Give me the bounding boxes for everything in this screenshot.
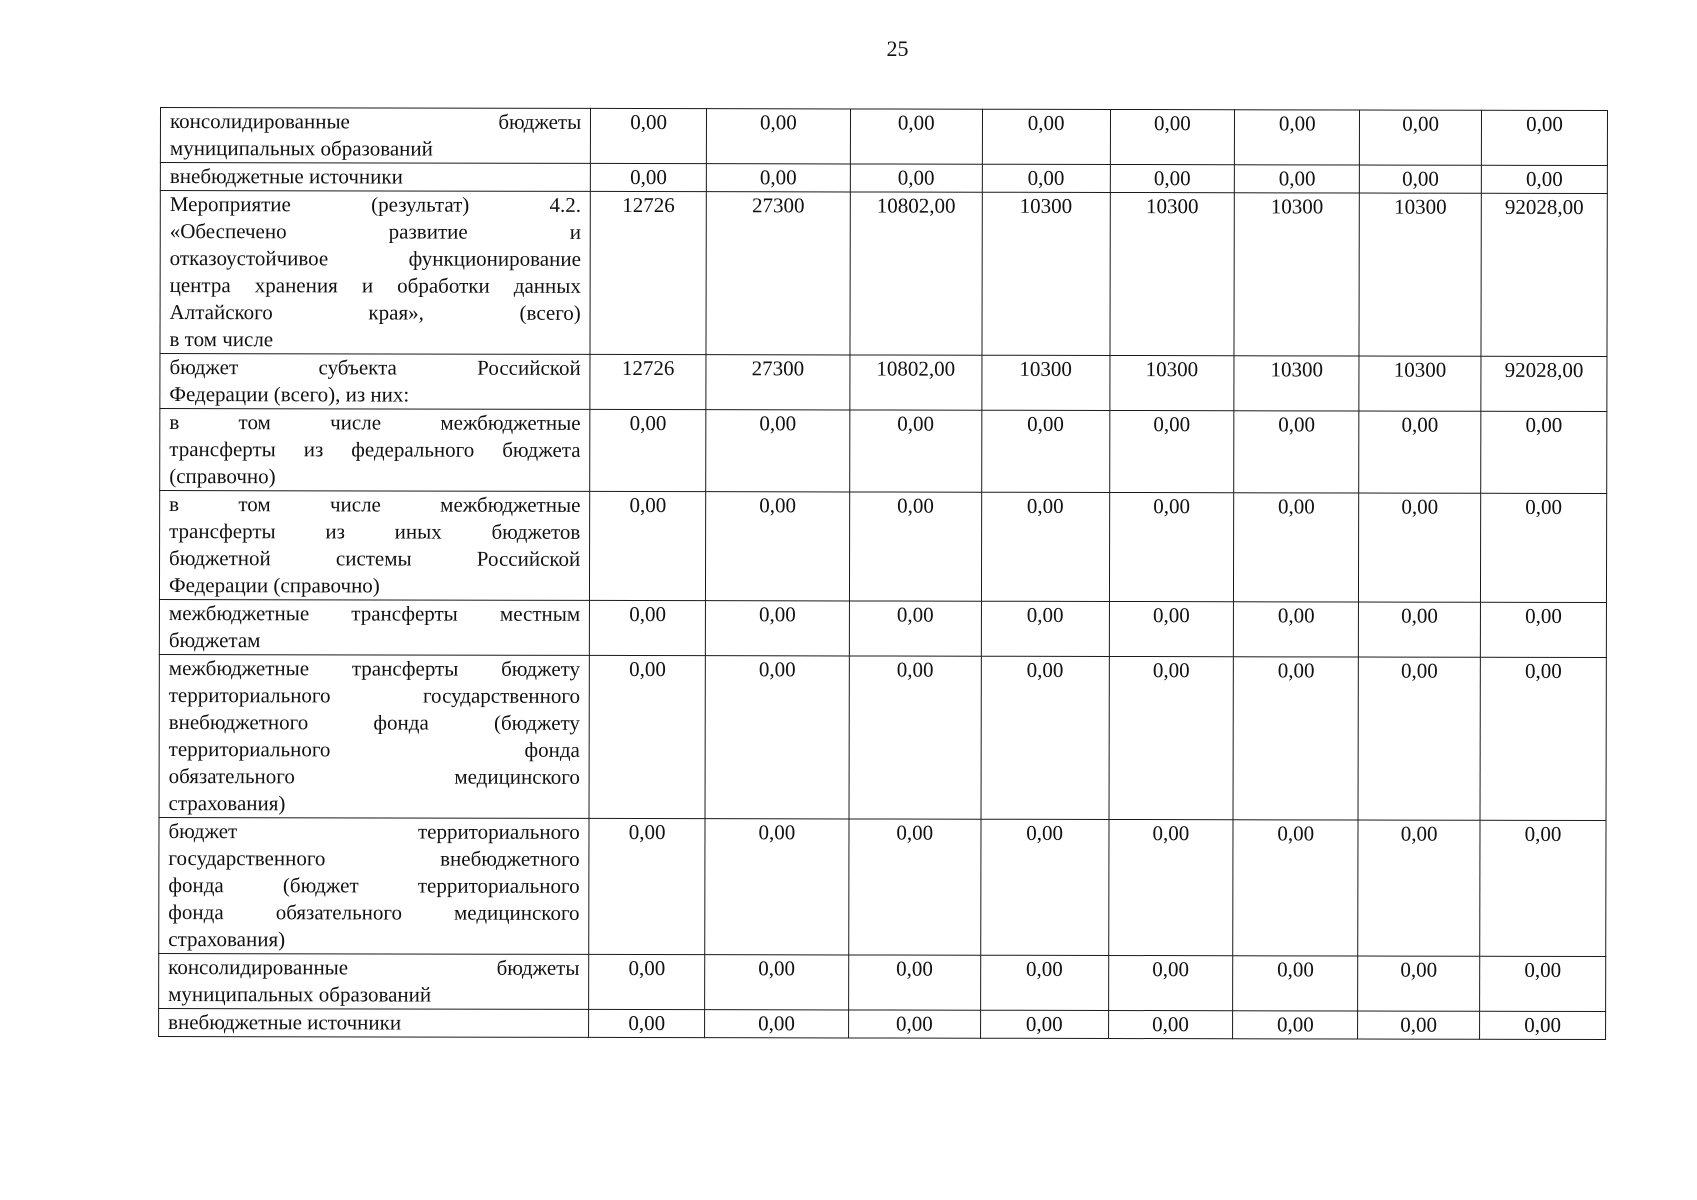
value-cell: 0,00 <box>1108 1010 1233 1038</box>
description-line: Федерации (всего), из них: <box>169 382 410 407</box>
value-cell: 10300 <box>1359 356 1481 411</box>
value-cell: 0,00 <box>1480 657 1606 820</box>
value-cell: 0,00 <box>705 955 849 1010</box>
row-description <box>159 953 589 1009</box>
value-cell: 0,00 <box>1480 956 1606 1011</box>
row-description <box>160 409 590 492</box>
description-line: межбюджетные трансферты местным <box>168 601 581 626</box>
description-line: муниципальных образований <box>169 136 433 161</box>
value-cell: 10300 <box>1234 356 1359 411</box>
value-cell: 0,00 <box>1358 1011 1480 1039</box>
value-cell: 0,00 <box>1234 411 1359 493</box>
value-cell: 92028,00 <box>1481 193 1607 356</box>
value-cell: 0,00 <box>849 601 981 656</box>
value-cell: 0,00 <box>590 409 706 491</box>
value-cell: 0,00 <box>1233 1011 1358 1039</box>
description-line: Алтайского края», (всего) <box>169 300 581 325</box>
value-cell: 0,00 <box>1480 602 1606 657</box>
value-cell: 10300 <box>1359 193 1481 356</box>
value-cell: 0,00 <box>589 655 705 818</box>
table-row <box>159 1008 1606 1039</box>
table-row <box>160 163 1607 194</box>
value-cell: 0,00 <box>980 955 1108 1010</box>
value-cell: 0,00 <box>1235 165 1360 193</box>
value-cell: 0,00 <box>850 410 982 492</box>
value-cell: 0,00 <box>1359 493 1481 602</box>
value-cell: 10300 <box>982 192 1110 355</box>
description-line: территориального государственного <box>168 683 581 708</box>
value-cell: 0,00 <box>1110 164 1235 192</box>
table-row <box>159 599 1606 657</box>
description-line: муниципальных образований <box>168 982 432 1007</box>
table-row <box>160 191 1607 357</box>
row-description <box>160 163 590 192</box>
description-line: Федерации (справочно) <box>168 573 380 598</box>
value-cell: 0,00 <box>589 1009 705 1037</box>
value-cell: 0,00 <box>589 954 705 1009</box>
row-description <box>160 191 591 355</box>
row-description <box>159 491 589 601</box>
description-line: (справочно) <box>169 464 276 489</box>
value-cell: 0,00 <box>1110 109 1235 164</box>
value-cell: 27300 <box>706 355 850 410</box>
value-cell: 10300 <box>1110 192 1235 355</box>
value-cell: 0,00 <box>1234 602 1359 657</box>
value-cell: 0,00 <box>1360 110 1482 165</box>
description-line: трансферты из федерального бюджета <box>169 437 581 462</box>
page-number: 25 <box>886 36 909 61</box>
table-row <box>160 354 1607 412</box>
value-cell: 0,00 <box>705 819 849 955</box>
value-cell: 0,00 <box>1481 411 1607 493</box>
value-cell: 0,00 <box>1109 656 1234 819</box>
value-cell: 0,00 <box>1358 956 1480 1011</box>
value-cell: 12726 <box>590 191 706 354</box>
table-row <box>160 108 1607 166</box>
description-line: бюджетной системы Российской <box>169 546 581 571</box>
value-cell: 0,00 <box>1358 657 1480 820</box>
row-description <box>160 108 590 164</box>
description-line: бюджетам <box>168 628 261 653</box>
value-cell: 0,00 <box>981 656 1109 819</box>
value-cell: 0,00 <box>848 1010 980 1038</box>
value-cell: 0,00 <box>848 955 980 1010</box>
value-cell: 0,00 <box>1233 657 1358 820</box>
description-line: внебюджетные источники <box>169 164 403 189</box>
description-line: центра хранения и обработки данных <box>169 273 581 298</box>
description-line: трансферты из иных бюджетов <box>169 519 581 544</box>
value-cell: 10300 <box>1109 355 1234 410</box>
value-cell: 0,00 <box>982 164 1110 192</box>
value-cell: 0,00 <box>1480 820 1606 956</box>
value-cell: 0,00 <box>1109 492 1234 601</box>
value-cell: 0,00 <box>1359 411 1481 493</box>
value-cell: 0,00 <box>1480 1011 1606 1039</box>
table-body <box>159 108 1608 1040</box>
description-line: государственного внебюджетного <box>168 846 580 871</box>
description-line: бюджет субъекта Российской <box>169 355 581 380</box>
value-cell: 0,00 <box>1359 602 1481 657</box>
description-line: бюджет территориального <box>168 819 580 844</box>
value-cell: 0,00 <box>1108 819 1233 955</box>
description-line: в том числе межбюджетные <box>169 410 581 435</box>
description-line: в том числе <box>169 327 274 352</box>
value-cell: 0,00 <box>1358 820 1480 956</box>
value-cell: 0,00 <box>980 819 1108 955</box>
value-cell: 10300 <box>1234 193 1359 356</box>
value-cell: 0,00 <box>982 109 1110 164</box>
value-cell: 0,00 <box>1235 110 1360 165</box>
value-cell: 0,00 <box>1109 601 1234 656</box>
value-cell: 0,00 <box>981 492 1109 601</box>
row-description <box>159 817 590 954</box>
value-cell: 10802,00 <box>850 192 982 355</box>
value-cell: 0,00 <box>1234 493 1359 602</box>
value-cell: 0,00 <box>849 492 981 601</box>
row-description <box>160 354 590 410</box>
table-row <box>160 409 1607 494</box>
table-row <box>159 817 1606 956</box>
description-line: «Обеспечено развитие и <box>169 219 582 244</box>
value-cell: 0,00 <box>1481 165 1607 193</box>
value-cell: 0,00 <box>590 491 706 600</box>
description-line: Мероприятие (результат) 4.2. <box>169 192 582 217</box>
value-cell: 0,00 <box>981 410 1109 492</box>
value-cell: 0,00 <box>1108 955 1233 1010</box>
value-cell: 0,00 <box>1481 110 1607 165</box>
value-cell: 27300 <box>706 192 850 355</box>
value-cell: 0,00 <box>1109 410 1234 492</box>
value-cell: 0,00 <box>705 601 849 656</box>
table-row <box>159 491 1606 603</box>
value-cell: 0,00 <box>1233 956 1358 1011</box>
value-cell: 92028,00 <box>1481 356 1607 411</box>
description-line: фонда обязательного медицинского <box>168 900 580 925</box>
value-cell: 0,00 <box>981 601 1109 656</box>
row-description <box>159 1008 589 1037</box>
row-description <box>159 654 590 818</box>
value-cell: 0,00 <box>1480 493 1606 602</box>
value-cell: 0,00 <box>849 656 981 819</box>
description-line: обязательного медицинского <box>168 764 580 789</box>
description-line: страхования) <box>168 927 286 952</box>
description-line: в том числе межбюджетные <box>169 492 581 517</box>
value-cell: 0,00 <box>706 109 850 164</box>
value-cell: 0,00 <box>849 819 981 955</box>
description-line: межбюджетные трансферты бюджету <box>168 656 581 681</box>
value-cell: 0,00 <box>705 656 849 819</box>
value-cell: 0,00 <box>980 1010 1108 1038</box>
value-cell: 0,00 <box>1233 820 1358 956</box>
value-cell: 0,00 <box>706 410 850 492</box>
value-cell: 0,00 <box>850 109 982 164</box>
value-cell: 10802,00 <box>850 355 982 410</box>
table-row <box>159 654 1606 820</box>
value-cell: 0,00 <box>1360 165 1482 193</box>
description-line: территориального фонда <box>168 737 580 762</box>
value-cell: 10300 <box>982 355 1110 410</box>
value-cell: 12726 <box>590 354 706 409</box>
description-line: консолидированные бюджеты <box>168 955 580 980</box>
description-line: страхования) <box>168 791 286 816</box>
budget-table <box>158 107 1608 1040</box>
description-line: внебюджетные источники <box>168 1010 402 1035</box>
value-cell: 0,00 <box>591 108 707 163</box>
description-line: фонда (бюджет территориального <box>168 873 580 898</box>
value-cell: 0,00 <box>590 600 706 655</box>
value-cell: 0,00 <box>591 163 707 191</box>
description-line: консолидированные бюджеты <box>169 109 582 134</box>
value-cell: 0,00 <box>706 492 850 601</box>
table-row <box>159 953 1606 1011</box>
description-line: отказоустойчивое функционирование <box>169 246 581 271</box>
value-cell: 0,00 <box>589 818 705 954</box>
description-line: внебюджетного фонда (бюджету <box>168 710 580 735</box>
value-cell: 0,00 <box>705 1010 849 1038</box>
value-cell: 0,00 <box>706 164 850 192</box>
value-cell: 0,00 <box>850 164 982 192</box>
row-description <box>159 599 589 655</box>
